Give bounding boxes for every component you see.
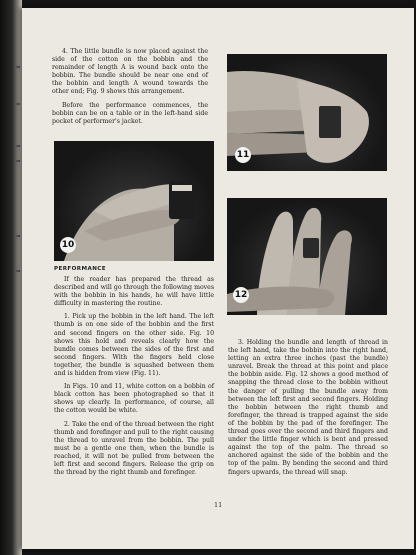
- paragraph-note-figs: In Figs. 10 and 11, white cotton on a bobbin of black cotton has been photographed so that it shows up clearly. In performance, of course, all the cotton would be white.: [54, 383, 214, 415]
- book-spine-edge: [0, 0, 22, 555]
- page-number: 11: [214, 501, 223, 509]
- hand-bobbin-illustration: [54, 141, 214, 261]
- photo-figure-12: [227, 198, 387, 315]
- hand-bobbin-illustration: [227, 198, 387, 315]
- paragraph-step-2: 2. Take the end of the thread between the right thumb and forefinger and pull to the right causing the thread to unravel from the bobbin. The pull must be a gentle one then, when the bundle is reached, it will not be pulled from between the left first and second fingers. Release the grip on the thread by the right thumb and forefinger.: [54, 420, 214, 477]
- text-column-left: [54, 276, 214, 482]
- paragraph-step-3: 3. Holding the bundle and length of thread in the left hand, take the bobbin into the right hand, letting an extra three inches (past the bundle) unravel. Break the thread at this point and place the bobbin aside. Fig. 12 shows a good method of snapping the thread close to the bobbin without the danger of pulling the bundle away from between the left first and second fingers. Holding the bobbin between the right thumb and forefinger, the thread is trapped against the side of the bobbin by the pad of the forefinger. The thread goes over the second and third fingers and under the little finger which is bent and pressed against the top of the palm. The thread so anchored against the side of the bobbin and the top of the palm. By bending the second and third fingers upwards, the thread will snap.: [228, 339, 388, 476]
- hand-bobbin-illustration: [227, 54, 387, 171]
- text-column-right: [228, 339, 388, 482]
- text-column-top-left: [52, 48, 208, 131]
- figure-number-10: 10: [60, 237, 76, 253]
- paragraph-intro: If the reader has prepared the thread as described and will go through the following moves with the bobbin in his hands, he will have little difficulty in mastering the routine.: [54, 276, 214, 308]
- paragraph-step-1: 1. Pick up the bobbin in the left hand. The left thumb is on one side of the bobbin and the first and second fingers on the other side. Fig. 10 shows this hold and reveals clearly how the bundle comes between the sides of the first and second fingers. With the fingers held close together, the bundle is squashed between them and is hidden from view (Fig. 11).: [54, 313, 214, 378]
- section-heading-performance: PERFORMANCE: [54, 266, 107, 272]
- paragraph-before-performance: Before the performance commences, the bobbin can be on a table or in the left-hand side pocket of performer's jacket.: [52, 101, 208, 125]
- figure-number-11: 11: [235, 147, 251, 163]
- figure-number-12: 12: [233, 287, 249, 303]
- paragraph-step-4: 4. The little bundle is now placed against the side of the cotton on the bobbin and the remainder of length A is wound back onto the bobbin. The bundle should be near one end of the bobbin and length A wound towards the other end; Fig. 9 shows this arrangement.: [52, 48, 208, 96]
- photo-figure-11: [227, 54, 387, 171]
- book-page: [22, 8, 414, 549]
- photo-figure-10: [54, 141, 214, 261]
